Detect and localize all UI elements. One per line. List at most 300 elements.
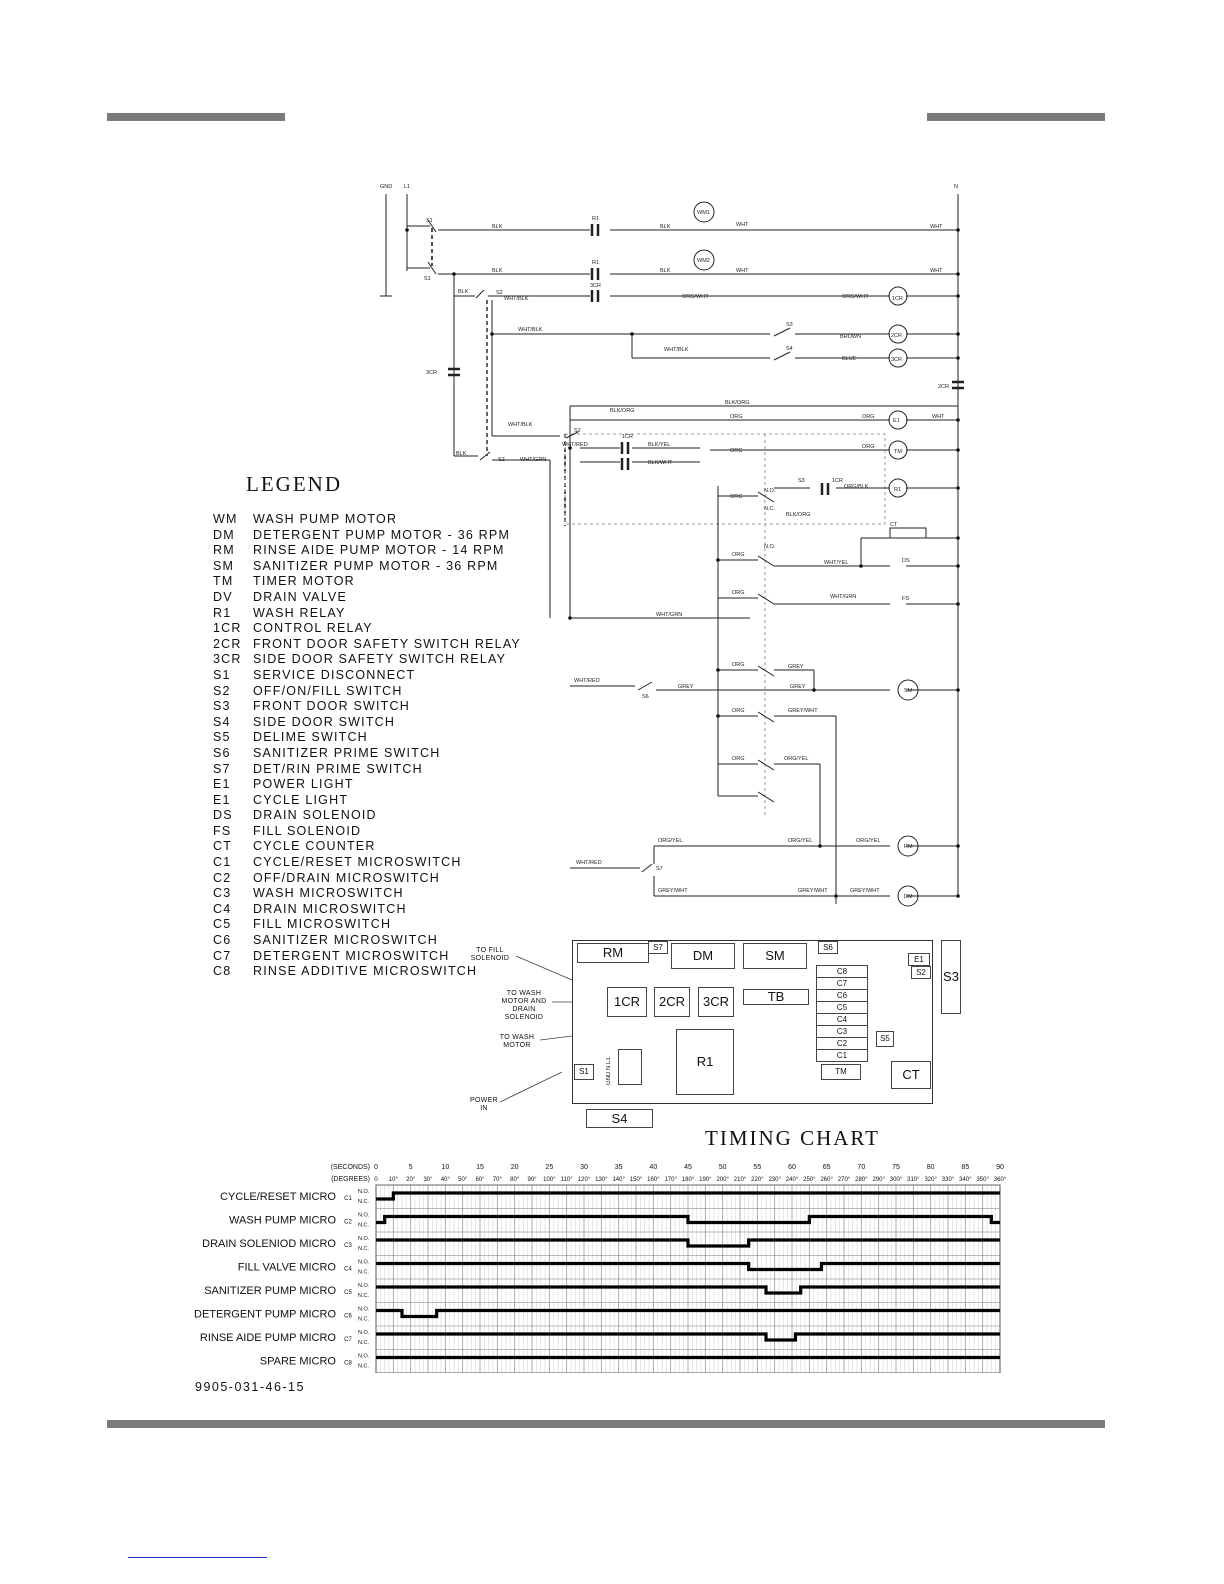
legend-code: WM (213, 512, 238, 526)
no-label: N.O. (358, 1283, 370, 1289)
legend-code: C6 (213, 933, 232, 948)
seconds-tick-label: 55 (753, 1164, 762, 1171)
legend-code: DM (213, 527, 235, 542)
legend-code: R1 (213, 605, 232, 620)
timing-chart-title: TIMING CHART (705, 1126, 880, 1150)
row-label: WASH PUMP MICRO (229, 1214, 336, 1227)
cr1-contact-label-2: 1CR (832, 478, 844, 484)
r1-contact-label-2: R1 (592, 260, 600, 266)
legend-code: C3 (213, 886, 232, 901)
degrees-tick-label: 270° (837, 1177, 851, 1183)
degrees-tick-label: 90° (527, 1177, 537, 1183)
wire-label-blk: BLK (492, 224, 503, 230)
ds-label: DS (902, 558, 910, 564)
degrees-tick-label: 300° (889, 1177, 903, 1183)
legend-description: SANITIZER PUMP MOTOR - 36 RPM (253, 558, 499, 573)
wire-label-wht-2: WHT (736, 268, 749, 274)
s4-label: S4 (786, 346, 793, 352)
seconds-tick-label: 50 (718, 1164, 727, 1171)
wire-label-wht: WHT (736, 222, 749, 228)
dm-motor-label: DM (904, 894, 913, 900)
n-terminal-label: N (954, 184, 958, 190)
legend-code: DV (213, 589, 233, 604)
legend-description: DET/RIN PRIME SWITCH (253, 761, 423, 776)
gnd-terminal-label: GND (380, 184, 393, 190)
legend-code: S2 (213, 683, 231, 698)
wire-label-wht-red: WHT/RED (562, 442, 588, 448)
board-cam-c2: C2 (816, 1037, 868, 1050)
nc-label: N.C. (358, 1363, 369, 1370)
degrees-tick-label: 130° (595, 1177, 608, 1183)
legend-code: CT (213, 839, 233, 854)
wire-label-wht-grn-2: WHT/GRN (830, 594, 857, 600)
wire-label-wht-yel: WHT/YEL (824, 560, 849, 566)
legend-description: DETERGENT PUMP MOTOR - 36 RPM (253, 527, 511, 542)
nc-label: N.C. (358, 1316, 369, 1323)
wire-label-org-6: ORG (732, 552, 745, 558)
wire-label-wht-grn: WHT/GRN (520, 457, 547, 463)
row-code: C6 (344, 1313, 352, 1320)
board-tm: TM (821, 1064, 861, 1080)
legend-item (213, 528, 521, 544)
legend-item (213, 668, 521, 684)
e1-lamp-label: E1 (893, 418, 900, 424)
nc-label: N.C. (358, 1199, 369, 1205)
legend-description: TIMER MOTOR (253, 574, 355, 589)
s2-label-2: S2 (574, 428, 581, 434)
wire-label-grey: GREY (788, 664, 804, 670)
legend-item (213, 559, 521, 575)
board-cam-c6: C6 (816, 989, 868, 1002)
board-2cr: 2CR (654, 987, 690, 1017)
legend-code: C1 (213, 855, 232, 870)
degrees-tick-label: 20° (406, 1177, 416, 1183)
cr3-contact-label: 3CR (590, 283, 602, 289)
no-label: N.O. (358, 1212, 370, 1219)
cam-state-trace (376, 1217, 1000, 1223)
legend-description: SIDE DOOR SAFETY SWITCH RELAY (253, 652, 507, 667)
degrees-tick-label: 210° (733, 1177, 747, 1183)
legend-description: FRONT DOOR SAFETY SWITCH RELAY (253, 636, 521, 651)
degrees-tick-label: 150° (629, 1177, 643, 1183)
board-cam-c1: C1 (816, 1049, 868, 1062)
degrees-tick-label: 240° (785, 1177, 799, 1183)
r1-contact-label: R1 (592, 216, 600, 222)
no-label: N.O. (358, 1330, 370, 1336)
s1-label-2: S1 (424, 276, 431, 282)
legend-item (213, 808, 521, 824)
wire-label-grey-3: GREY (790, 684, 806, 690)
no-label-2: N.O. (764, 544, 776, 550)
s3-contact-label: S3 (798, 478, 805, 484)
legend-code: SM (213, 558, 235, 573)
wire-label-grey-wht-3: GREY/WHT (798, 888, 828, 894)
legend-description: RINSE AIDE PUMP MOTOR - 14 RPM (253, 543, 505, 558)
legend-description: FRONT DOOR SWITCH (253, 699, 410, 714)
seconds-tick-label: 65 (822, 1164, 831, 1171)
wire-label-wht-blk-4: WHT/BLK (508, 422, 533, 428)
legend-code: C8 (213, 964, 232, 979)
legend-item (213, 512, 521, 528)
board-cam-stack (816, 966, 868, 1062)
wire-label-org-7: ORG (732, 590, 745, 596)
legend-description: DRAIN VALVE (253, 589, 348, 604)
legend-code: RM (213, 543, 235, 558)
cr1-contact-label: 1CR (622, 434, 634, 440)
legend-description: DRAIN SOLENOID (253, 808, 377, 823)
degrees-tick-label: 280° (855, 1177, 868, 1183)
seconds-tick-label: 70 (857, 1164, 866, 1171)
legend-description: FILL SOLENOID (253, 823, 362, 838)
annotation-wash-motor-drain: TO WASH MOTOR AND DRAIN SOLENOID (501, 990, 547, 1021)
degrees-tick-label: 290° (872, 1177, 885, 1183)
wire-label-org-yel-3: ORG/YEL (788, 838, 813, 844)
degrees-tick-label: 340° (959, 1177, 972, 1183)
wire-label-org-3: ORG (730, 448, 743, 454)
legend-description: POWER LIGHT (253, 777, 354, 792)
s7-label: S7 (656, 866, 663, 872)
legend-code: S4 (213, 714, 231, 729)
row-label: CYCLE/RESET MICRO (220, 1191, 336, 1203)
annotation-wash-motor: TO WASH MOTOR (499, 1034, 535, 1049)
board-dm: DM (671, 943, 735, 969)
row-code: C2 (344, 1219, 352, 1226)
wire-label-blk-6: BLK (456, 451, 467, 457)
wire-label-blk-org-2: BLK/ORG (725, 400, 750, 406)
legend-title: LEGEND (246, 472, 342, 496)
annotation-power-in: POWER IN (470, 1097, 498, 1112)
board-cam-c7: C7 (816, 977, 868, 990)
timing-chart (182, 1158, 1012, 1373)
seconds-tick-label: 60 (788, 1164, 796, 1171)
legend-description: WASH PUMP MOTOR (253, 512, 398, 526)
board-s4: S4 (586, 1109, 653, 1128)
cr1-coil-label: 1CR (892, 296, 904, 302)
wm1-label: WM1 (697, 210, 710, 216)
legend-description: SIDE DOOR SWITCH (253, 714, 396, 729)
degrees-tick-label: 230° (768, 1177, 781, 1183)
legend-description: FILL MICROSWITCH (253, 917, 392, 932)
wire-label-org-4: ORG (862, 444, 875, 450)
wire-label-blk-org: BLK/ORG (610, 408, 635, 414)
board-3cr: 3CR (698, 987, 734, 1017)
legend-description: SERVICE DISCONNECT (253, 667, 416, 682)
legend-description: CONTROL RELAY (253, 621, 373, 636)
row-label: SANITIZER PUMP MICRO (204, 1285, 336, 1297)
wire-label-wht-5: WHT (932, 414, 945, 420)
legend-item (213, 886, 521, 902)
legend-description: DRAIN MICROSWITCH (253, 901, 407, 916)
s6-label: S6 (642, 694, 649, 700)
legend-item (213, 574, 521, 590)
wire-label-blue: BLUE (842, 356, 857, 362)
row-code: C1 (344, 1196, 352, 1202)
degrees-tick-label: 100° (543, 1177, 556, 1183)
seconds-tick-label: 20 (510, 1164, 519, 1171)
legend-item (213, 871, 521, 887)
legend-code: C2 (213, 870, 232, 885)
legend-item (213, 917, 521, 933)
legend-description: WASH MICROSWITCH (253, 886, 404, 901)
ct-label: CT (890, 522, 898, 528)
row-code: C4 (344, 1266, 352, 1273)
degrees-tick-label: 140° (612, 1177, 625, 1183)
legend-code: FS (213, 823, 232, 838)
legend-description: OFF/ON/FILL SWITCH (253, 683, 403, 698)
board-r1: R1 (676, 1029, 734, 1095)
no-label: N.O. (358, 1306, 370, 1313)
seconds-tick-label: 80 (926, 1164, 935, 1171)
degrees-tick-label: 0 (374, 1177, 378, 1183)
wire-label-wht-grn-3: WHT/GRN (656, 612, 683, 618)
legend-list (213, 512, 521, 980)
legend-item (213, 730, 521, 746)
wire-label-org-wht: ORG/WHT (682, 294, 709, 300)
wm2-label: WM2 (697, 258, 710, 264)
board-s7: S7 (648, 941, 668, 954)
legend-code: TM (213, 574, 234, 589)
no-label: N.O. (358, 1189, 370, 1195)
s2-label-3: S2 (498, 457, 505, 463)
l1-terminal-label: L1 (404, 184, 411, 190)
degrees-tick-label: 30° (423, 1177, 433, 1183)
row-label: RINSE AIDE PUMP MICRO (199, 1332, 336, 1344)
wire-label-org-5: ORG (730, 494, 743, 500)
degrees-tick-label: 10° (388, 1177, 398, 1183)
wire-label-blk-2: BLK (492, 268, 503, 274)
board-tb: TB (743, 989, 809, 1005)
seconds-tick-label: 40 (649, 1164, 658, 1171)
terminal-labels: GND N L1 (606, 1057, 612, 1085)
cr2-coil-label: 2CR (891, 333, 903, 339)
wire-label-grey-wht-4: GREY/WHT (850, 888, 880, 894)
legend-description: DETERGENT MICROSWITCH (253, 948, 450, 963)
wire-label-wht-red-2: WHT/RED (574, 678, 600, 684)
legend-code: C4 (213, 901, 232, 916)
degrees-tick-label: 250° (803, 1177, 816, 1183)
board-cam-c5: C5 (816, 1001, 868, 1014)
legend-item (213, 606, 521, 622)
legend-code: 2CR (213, 636, 242, 651)
degrees-tick-label: 110° (560, 1177, 573, 1183)
legend-description: CYCLE/RESET MICROSWITCH (253, 855, 462, 870)
part-number: 9905-031-46-15 (195, 1380, 305, 1394)
legend-description: WASH RELAY (253, 605, 346, 620)
degrees-tick-label: 120° (577, 1177, 591, 1183)
legend-item (213, 964, 521, 980)
no-label: N.O. (358, 1236, 370, 1242)
wire-label-wht-3: WHT (930, 224, 943, 230)
sm-motor-label: SM (904, 688, 913, 694)
legend-code: E1 (213, 792, 231, 807)
wire-label-blk-org-3: BLK/ORG (786, 512, 811, 518)
legend-item (213, 824, 521, 840)
degrees-tick-label: 330° (941, 1177, 955, 1183)
seconds-tick-label: 10 (441, 1164, 450, 1171)
seconds-tick-label: 35 (614, 1164, 623, 1171)
wire-label-blk-4: BLK (660, 224, 671, 230)
degrees-tick-label: 360° (993, 1177, 1007, 1183)
degrees-tick-label: 60° (475, 1177, 485, 1183)
s3-label: S3 (786, 322, 793, 328)
legend-code: S1 (213, 667, 231, 682)
row-label: DRAIN SOLENIOD MICRO (202, 1238, 336, 1250)
legend-item (213, 902, 521, 918)
s2-label: S2 (496, 290, 503, 296)
degrees-tick-label: 80° (510, 1177, 520, 1183)
legend-code: 3CR (213, 652, 242, 667)
nc-label: N.C. (358, 1293, 369, 1299)
control-board (572, 940, 933, 1104)
wire-label-brown: BROWN (840, 334, 862, 340)
footer-link-underline (128, 1557, 267, 1558)
legend-item (213, 699, 521, 715)
wire-label-blk-3: BLK (458, 289, 469, 295)
wire-label-org-9: ORG (732, 708, 745, 714)
legend-code: C7 (213, 948, 232, 963)
board-s2: S2 (911, 966, 931, 979)
legend-item (213, 543, 521, 559)
legend-item (213, 855, 521, 871)
board-leader-lines (490, 950, 580, 1110)
row-code: C3 (344, 1243, 352, 1249)
cr3-contact-label-2: 3CR (426, 370, 438, 376)
s1-label: S1 (426, 218, 433, 224)
nc-label: N.C. (358, 1340, 369, 1346)
seconds-tick-label: 5 (408, 1164, 413, 1171)
no-label: N.O. (358, 1259, 370, 1266)
legend-description: OFF/DRAIN MICROSWITCH (253, 870, 440, 885)
legend-item (213, 590, 521, 606)
wire-label-grey-wht: GREY/WHT (788, 708, 818, 714)
legend-code: S3 (213, 699, 231, 714)
nc-label: N.C. (358, 1222, 369, 1229)
cr2-contact-label: 2CR (938, 384, 950, 390)
legend-item (213, 637, 521, 653)
degrees-tick-label: 50° (458, 1177, 468, 1183)
legend-description: SANITIZER PRIME SWITCH (253, 745, 441, 760)
seconds-tick-label: 15 (476, 1164, 484, 1171)
board-s1: S1 (574, 1064, 594, 1080)
degrees-tick-label: 220° (751, 1177, 764, 1183)
degrees-tick-label: 350° (976, 1177, 989, 1183)
board-s3: S3 (941, 940, 961, 1014)
board-1cr: 1CR (607, 987, 647, 1017)
cam-state-trace (376, 1240, 1000, 1246)
wire-label-blk-yel: BLK/YEL (648, 442, 671, 448)
legend-description: SANITIZER MICROSWITCH (253, 933, 438, 948)
board-e1: E1 (908, 953, 930, 966)
degrees-axis-label: (DEGREES) (331, 1176, 370, 1183)
wire-label-org-8: ORG (732, 662, 745, 668)
legend-item (213, 746, 521, 762)
wire-label-org-10: ORG (732, 756, 745, 762)
legend-item (213, 715, 521, 731)
seconds-tick-label: 0 (374, 1164, 378, 1171)
legend-item (213, 762, 521, 778)
wire-label-wht-4: WHT (930, 268, 943, 274)
row-code: C7 (344, 1337, 352, 1343)
degrees-tick-label: 190° (699, 1177, 712, 1183)
row-label: FILL VALVE MICRO (237, 1261, 336, 1274)
wire-label-org-yel-4: ORG/YEL (856, 838, 881, 844)
wire-label-org-blk: ORG/BLK (844, 484, 869, 490)
degrees-tick-label: 180° (681, 1177, 695, 1183)
annotation-fill-solenoid: TO FILL SOLENOID (470, 947, 510, 962)
wire-label-org-yel-2: ORG/YEL (658, 838, 683, 844)
r1-coil-label: R1 (894, 487, 902, 493)
board-cam-c4: C4 (816, 1013, 868, 1026)
wire-label-blk-5: BLK (660, 268, 671, 274)
legend-code: DS (213, 808, 233, 823)
board-s5: S5 (876, 1031, 894, 1047)
nc-label: N.C. (358, 1246, 369, 1252)
board-sm: SM (743, 943, 807, 969)
no-label: N.O. (358, 1353, 370, 1360)
legend-description: CYCLE LIGHT (253, 792, 349, 807)
legend-code: S7 (213, 761, 231, 776)
header-rule-right (927, 113, 1105, 121)
board-cam-c8: C8 (816, 965, 868, 978)
legend-description: CYCLE COUNTER (253, 839, 376, 854)
seconds-tick-label: 30 (580, 1164, 588, 1171)
degrees-tick-label: 310° (907, 1177, 920, 1183)
legend-code: 1CR (213, 621, 242, 636)
nc-label: N.C. (764, 506, 775, 512)
row-code: C8 (344, 1360, 352, 1367)
degrees-tick-label: 160° (647, 1177, 660, 1183)
legend-description: DELIME SWITCH (253, 730, 368, 745)
wire-label-wht-blk: WHT/BLK (504, 296, 529, 302)
degrees-tick-label: 170° (664, 1177, 677, 1183)
row-code: C5 (344, 1290, 352, 1296)
degrees-tick-label: 200° (716, 1177, 729, 1183)
tm-motor-label: TM (894, 449, 902, 455)
seconds-tick-label: 85 (961, 1164, 970, 1171)
cr3-coil-label: 3CR (891, 357, 903, 363)
board-ct: CT (891, 1061, 931, 1089)
row-label: SPARE MICRO (259, 1355, 336, 1368)
degrees-tick-label: 40° (440, 1177, 450, 1183)
board-s6: S6 (818, 941, 838, 954)
legend-code: S5 (213, 730, 231, 745)
degrees-tick-label: 70° (492, 1177, 502, 1183)
wire-label-grey-wht-2: GREY/WHT (658, 888, 688, 894)
legend-code: E1 (213, 777, 231, 792)
board-rm: RM (577, 943, 649, 963)
wire-label-wht-blk-3: WHT/BLK (664, 347, 689, 353)
legend-code: S6 (213, 745, 231, 760)
no-label: N.O. (764, 488, 776, 494)
wire-label-org-wht-2: ORG/WHT (842, 294, 869, 300)
wire-label-wht-red-3: WHT/RED (576, 860, 602, 866)
legend-description: RINSE ADDITIVE MICROSWITCH (253, 964, 478, 979)
wire-label-wht-blk-2: WHT/BLK (518, 327, 543, 333)
footer-rule (107, 1420, 1105, 1428)
header-rule-left (107, 113, 285, 121)
legend-item (213, 839, 521, 855)
seconds-tick-label: 75 (892, 1164, 900, 1171)
legend-item (213, 793, 521, 809)
seconds-tick-label: 90 (996, 1164, 1004, 1171)
seconds-tick-label: 25 (545, 1164, 554, 1171)
legend-item (213, 777, 521, 793)
board-cam-c3: C3 (816, 1025, 868, 1038)
wire-label-org-yel: ORG/YEL (784, 756, 809, 762)
wire-label-org-2: ORG (862, 414, 875, 420)
wire-label-org: ORG (730, 414, 743, 420)
fs-label: FS (902, 596, 910, 602)
